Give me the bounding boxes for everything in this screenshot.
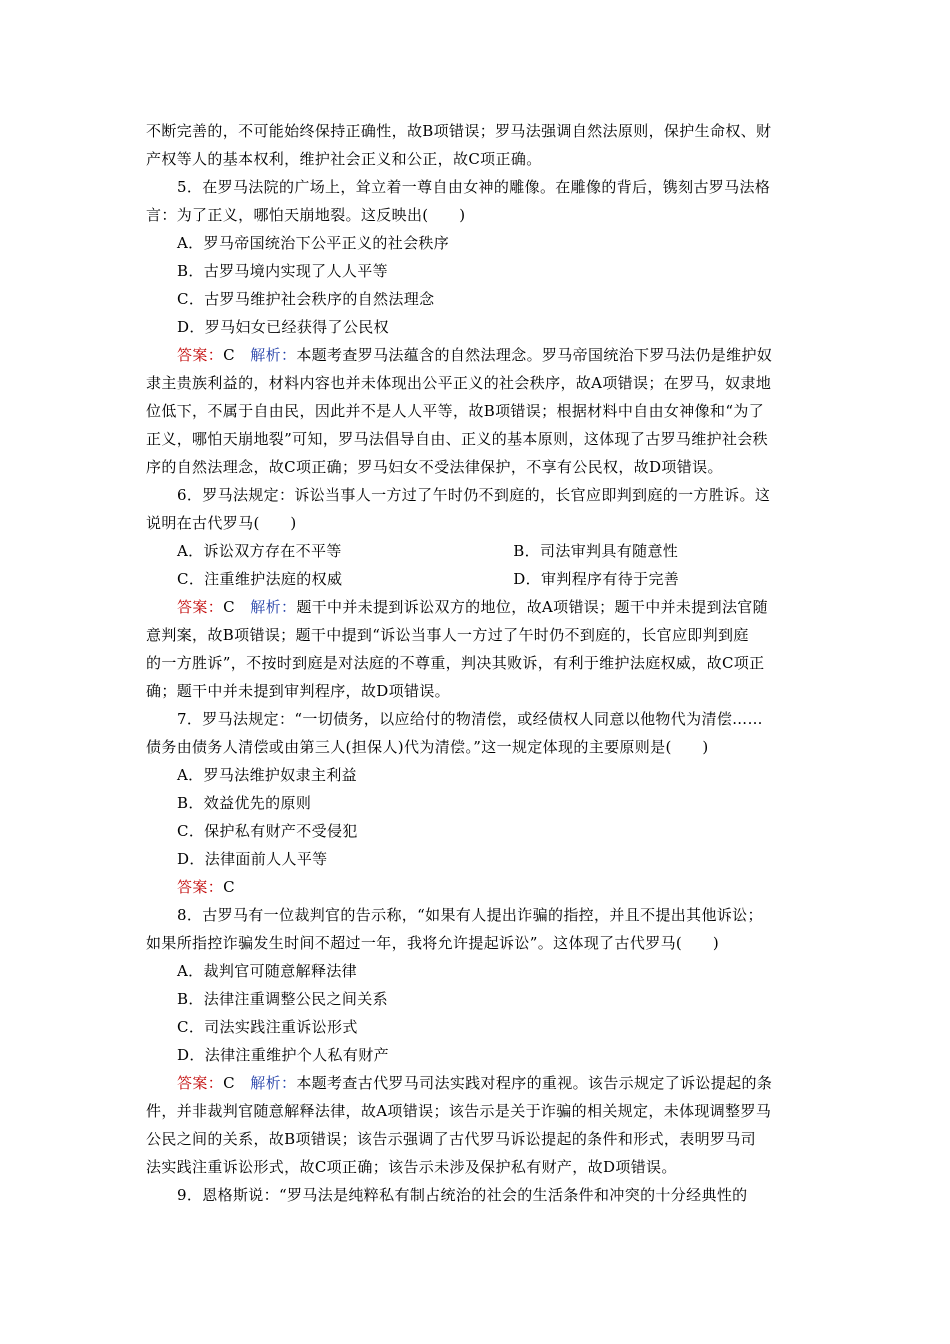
question-8-option-a: A．裁判官可随意解释法律: [177, 962, 358, 980]
question-6-stem: 说明在古代罗马( ): [146, 514, 297, 532]
question-5-answer-line: [146, 341, 810, 369]
question-5-stem: 言：为了正义，哪怕天崩地裂。这反映出( ): [146, 206, 466, 224]
page-body: [146, 117, 810, 1209]
question-5-option-d: D．罗马妇女已经获得了公民权: [177, 318, 389, 336]
analysis-line: 序的自然法理念，故C项正确；罗马妇女不受法律保护，不享有公民权，故D项错误。: [146, 458, 723, 476]
question-5-stem: 5．在罗马法院的广场上，耸立着一尊自由女神的雕像。在雕像的背后，镌刻古罗马法格: [177, 178, 771, 196]
question-7-option-d: D．法律面前人人平等: [177, 850, 328, 868]
answer-value: C: [223, 346, 235, 364]
question-5-option-a: A．罗马帝国统治下公平正义的社会秩序: [177, 234, 450, 252]
analysis-text: 题干中并未提到诉讼双方的地位，故A项错误；题干中并未提到法官随: [296, 598, 768, 616]
question-7-stem: 7．罗马法规定：“一切债务，以应给付的物清偿，或经债权人同意以他物代为清偿……: [177, 710, 763, 728]
analysis-label: 解析：: [250, 1074, 297, 1092]
question-6-answer-line: [146, 593, 810, 621]
answer-value: C: [223, 878, 235, 896]
question-8-option-b: B．法律注重调整公民之间关系: [177, 990, 388, 1008]
analysis-line: 法实践注重诉讼形式，故C项正确；该告示未涉及保护私有财产，故D项错误。: [146, 1158, 677, 1176]
question-8-stem: 如果所指控诈骗发生时间不超过一年，我将允许提起诉讼”。这体现了古代罗马( ): [146, 934, 720, 952]
question-7-option-b: B．效益优先的原则: [177, 794, 312, 812]
analysis-label: 解析：: [250, 346, 297, 364]
analysis-line: 产权等人的基本权利，维护社会正义和公正，故C项正确。: [146, 150, 542, 168]
analysis-text: 本题考查罗马法蕴含的自然法理念。罗马帝国统治下罗马法仍是维护奴: [296, 346, 773, 364]
question-7-option-a: A．罗马法维护奴隶主利益: [177, 766, 358, 784]
analysis-line: 正义，哪怕天崩地裂”可知，罗马法倡导自由、正义的基本原则，这体现了古罗马维护社会秩: [146, 430, 769, 448]
analysis-line: 隶主贵族利益的，材料内容也并未体现出公平正义的社会秩序，故A项错误；在罗马，奴隶地: [146, 374, 772, 392]
question-7-option-c: C．保护私有财产不受侵犯: [177, 822, 358, 840]
answer-label: 答案：: [177, 1074, 224, 1092]
question-6-options-row: [146, 537, 810, 565]
question-6-stem: 6．罗马法规定：诉讼当事人一方过了午时仍不到庭的，长官应即判到庭的一方胜诉。这: [177, 486, 771, 504]
answer-label: 答案：: [177, 878, 224, 896]
analysis-text: 本题考查古代罗马司法实践对程序的重视。该告示规定了诉讼提起的条: [296, 1074, 773, 1092]
question-9-stem: 9．恩格斯说：“罗马法是纯粹私有制占统治的社会的生活条件和冲突的十分经典性的: [177, 1186, 748, 1204]
question-6-options-row: [146, 565, 810, 593]
answer-value: C: [223, 598, 235, 616]
question-7-answer-line: [146, 873, 810, 901]
question-6-option-c: C．注重维护法庭的权威: [177, 570, 343, 588]
analysis-label: 解析：: [250, 598, 297, 616]
question-8-option-c: C．司法实践注重诉讼形式: [177, 1018, 358, 1036]
question-6-option-a: A．诉讼双方存在不平等: [177, 542, 342, 560]
question-6-option-b: B．司法审判具有随意性: [513, 542, 679, 560]
question-7-stem: 债务由债务人清偿或由第三人(担保人)代为清偿。”这一规定体现的主要原则是( ): [146, 738, 709, 756]
question-8-option-d: D．法律注重维护个人私有财产: [177, 1046, 389, 1064]
analysis-line: 位低下，不属于自由民，因此并不是人人平等，故B项错误；根据材料中自由女神像和“为了: [146, 402, 765, 420]
analysis-line: 件，并非裁判官随意解释法律，故A项错误；该告示是关于诈骗的相关规定，未体现调整罗马: [146, 1102, 772, 1120]
analysis-line: 意判案，故B项错误；题干中提到“诉讼当事人一方过了午时仍不到庭的，长官应即判到庭: [146, 626, 749, 644]
analysis-line: 不断完善的，不可能始终保持正确性，故B项错误；罗马法强调自然法原则，保护生命权、财: [146, 122, 772, 140]
answer-label: 答案：: [177, 598, 224, 616]
question-6-option-d: D．审判程序有待于完善: [513, 570, 680, 588]
answer-value: C: [223, 1074, 235, 1092]
question-8-answer-line: [146, 1069, 810, 1097]
question-5-option-c: C．古罗马维护社会秩序的自然法理念: [177, 290, 435, 308]
analysis-line: 的一方胜诉”，不按时到庭是对法庭的不尊重，判决其败诉，有利于维护法庭权威，故C项正: [146, 654, 765, 672]
analysis-line: 公民之间的关系，故B项错误；该告示强调了古代罗马诉讼提起的条件和形式，表明罗马司: [146, 1130, 757, 1148]
answer-label: 答案：: [177, 346, 224, 364]
question-5-option-b: B．古罗马境内实现了人人平等: [177, 262, 388, 280]
question-8-stem: 8．古罗马有一位裁判官的告示称，“如果有人提出诈骗的指控，并且不提出其他诉讼；: [177, 906, 763, 924]
analysis-line: 确；题干中并未提到审判程序，故D项错误。: [146, 682, 451, 700]
